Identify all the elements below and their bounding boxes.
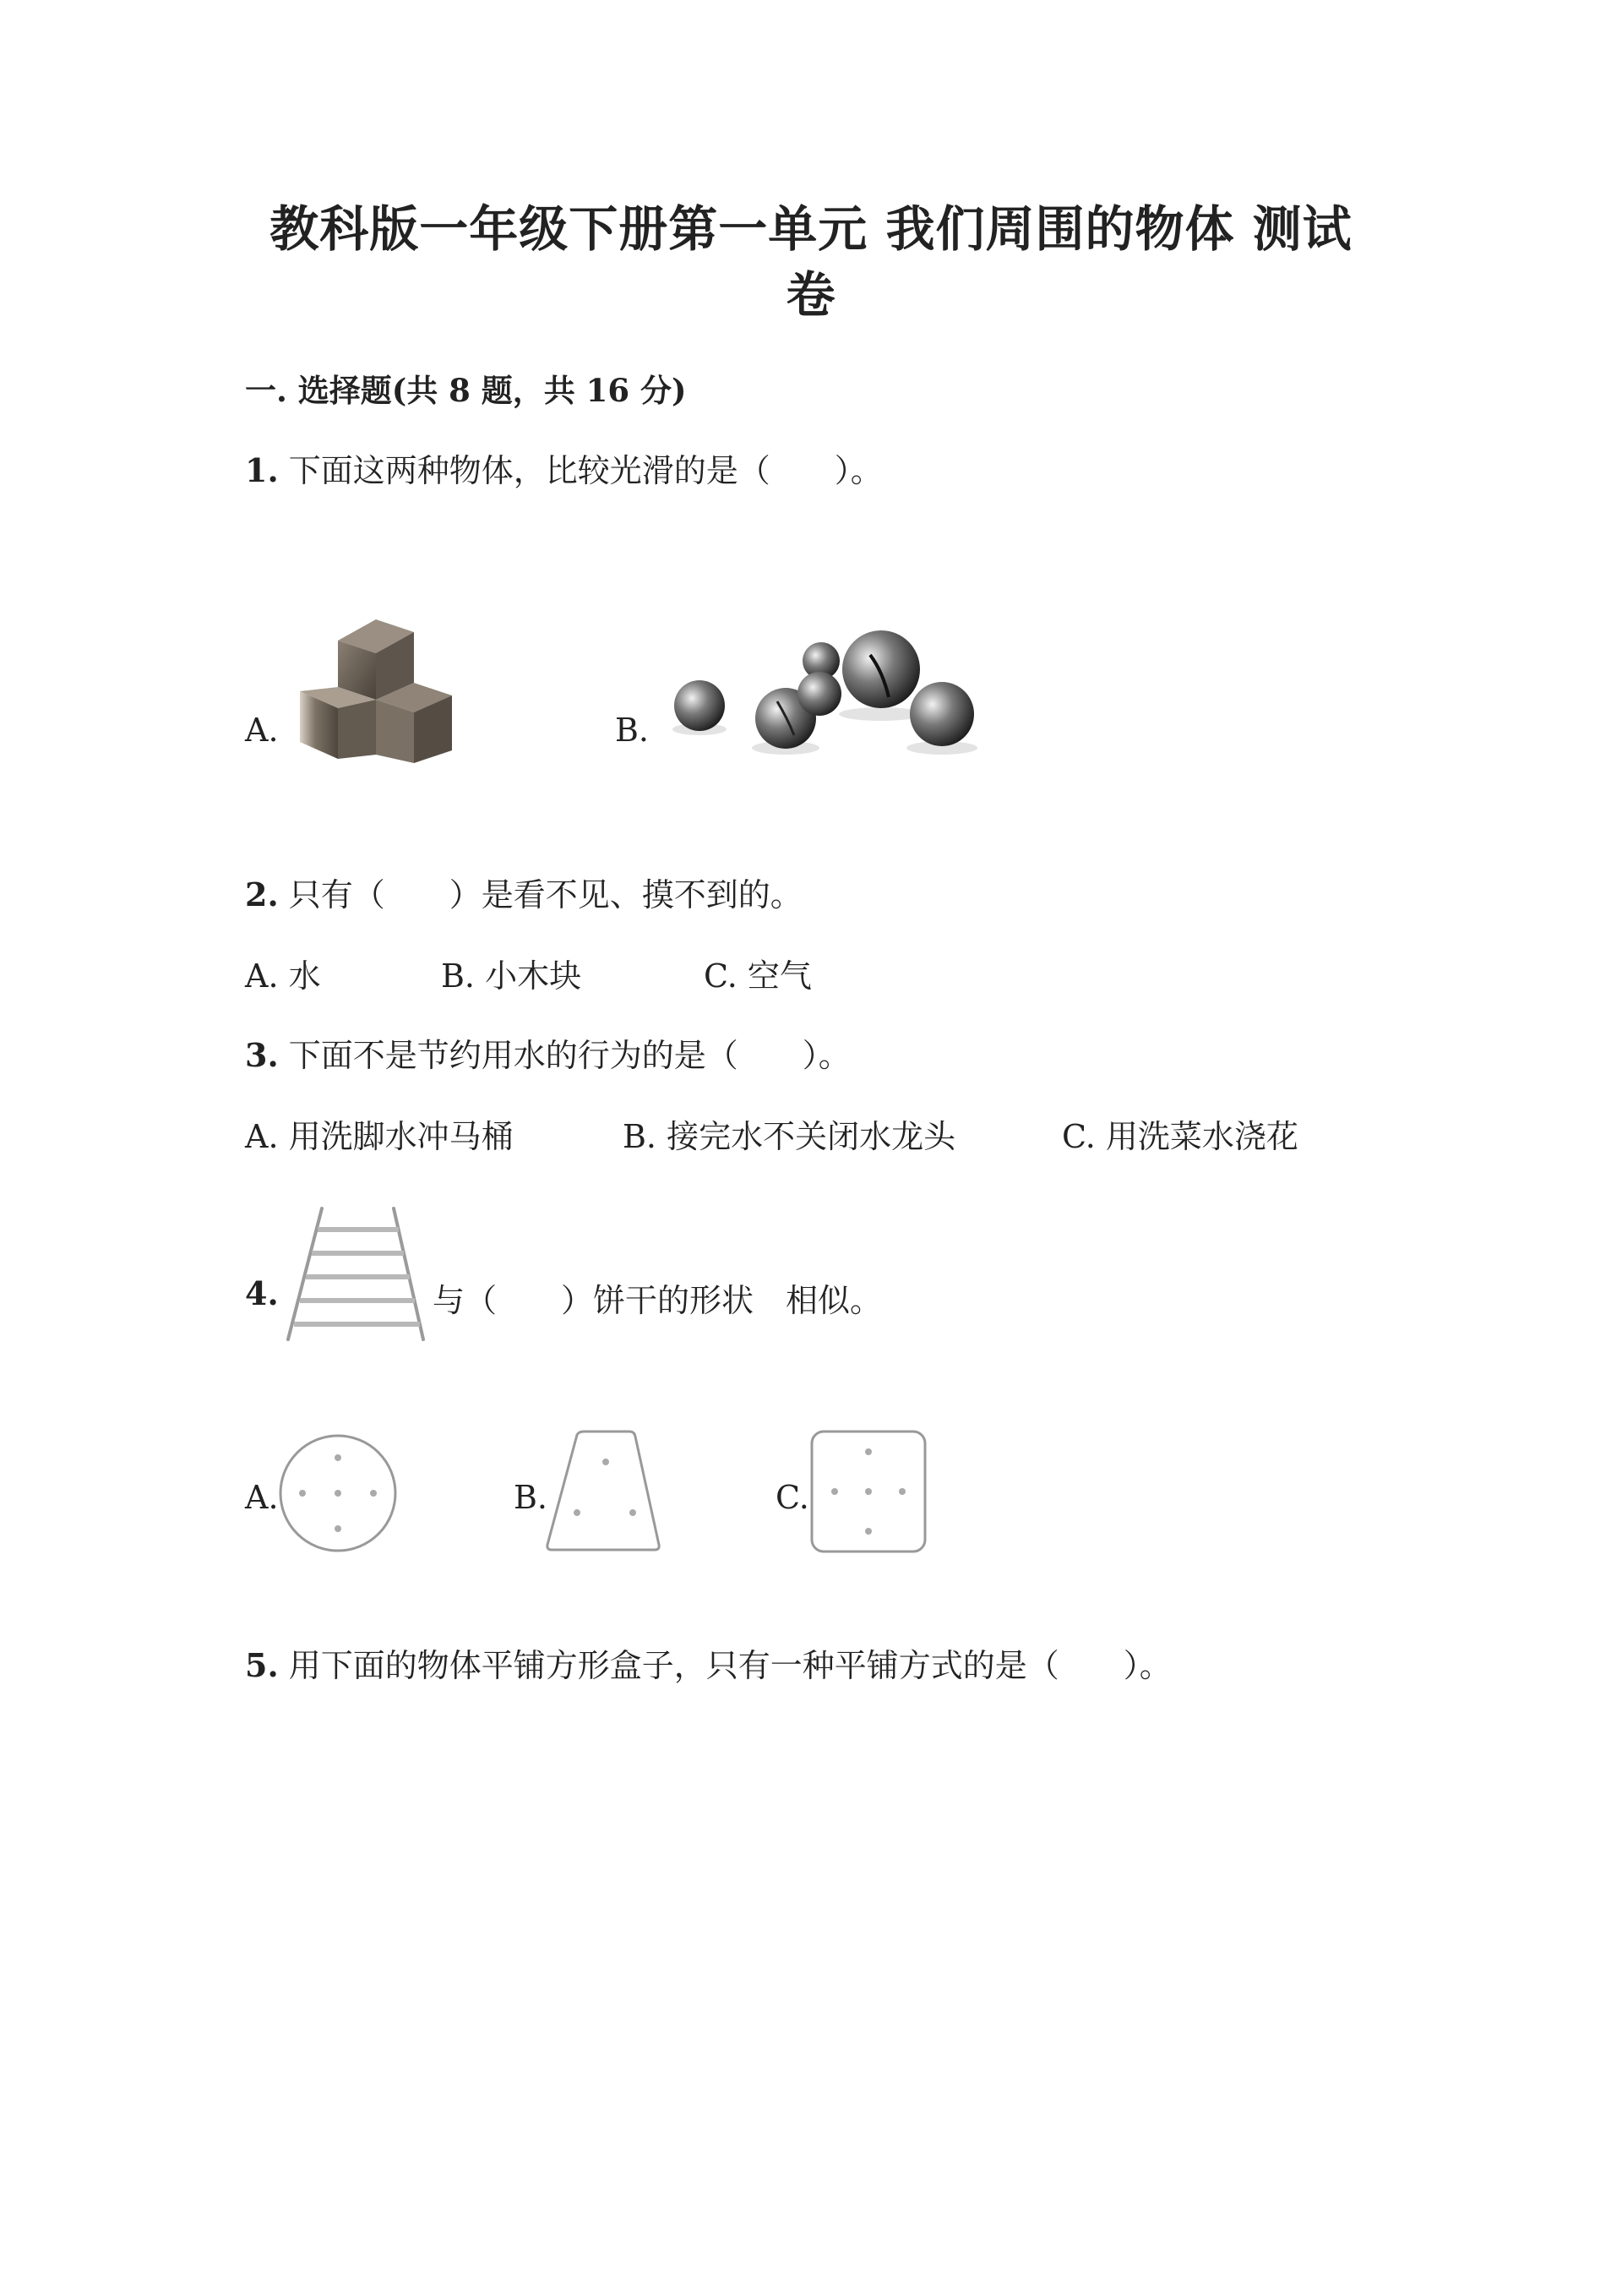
option-4a-label[interactable]: A. [245, 1479, 279, 1516]
question-3 [245, 1029, 851, 1076]
title-line-1: 教科版一年级下册第一单元 我们周围的物体 测试 [269, 200, 1353, 258]
option-3b[interactable]: B. 接完水不关闭水龙头 [623, 1118, 956, 1155]
question-number: 2. [245, 875, 279, 913]
question-text: 下面不是节约用水的行为的是（ ）。 [288, 1037, 851, 1074]
square-biscuit-image [809, 1428, 928, 1555]
question-1 [245, 444, 883, 491]
page-title [253, 196, 1369, 328]
question-number: 5. [245, 1646, 279, 1684]
glass-marbles-image [667, 621, 988, 777]
question-text: 下面这两种物体，比较光滑的是（ ）。 [288, 452, 883, 489]
question-2 [245, 869, 803, 915]
question-number: 1. [245, 451, 279, 489]
question-4-text: 与（ ）饼干的形状 相似。 [433, 1282, 883, 1319]
option-2b[interactable]: B. 小木块 [441, 957, 582, 995]
option-1b-label[interactable]: B. [615, 712, 650, 749]
option-2c[interactable]: C. 空气 [704, 957, 812, 995]
option-4b-label[interactable]: B. [514, 1479, 548, 1516]
option-3a[interactable]: A. 用洗脚水冲马桶 [245, 1118, 514, 1155]
title-line-2: 卷 [786, 266, 836, 324]
round-biscuit-image [277, 1432, 400, 1555]
section-heading: 一. 选择题(共 8 题，共 16 分) [245, 372, 687, 409]
ladder-image [284, 1204, 427, 1344]
option-3c[interactable]: C. 用洗菜水浇花 [1062, 1118, 1298, 1155]
question-4-number: 4. [245, 1274, 279, 1312]
option-2a[interactable]: A. 水 [245, 957, 321, 995]
option-1a-label[interactable]: A. [245, 712, 279, 749]
question-number: 3. [245, 1036, 279, 1074]
option-4c-label[interactable]: C. [776, 1479, 809, 1516]
question-text: 只有（ ）是看不见、摸不到的。 [288, 876, 803, 913]
question-5 [245, 1639, 1172, 1686]
trapezoid-biscuit-image [545, 1428, 663, 1555]
wooden-blocks-image [291, 615, 490, 767]
question-text: 用下面的物体平铺方形盒子，只有一种平铺方式的是（ ）。 [288, 1647, 1172, 1684]
